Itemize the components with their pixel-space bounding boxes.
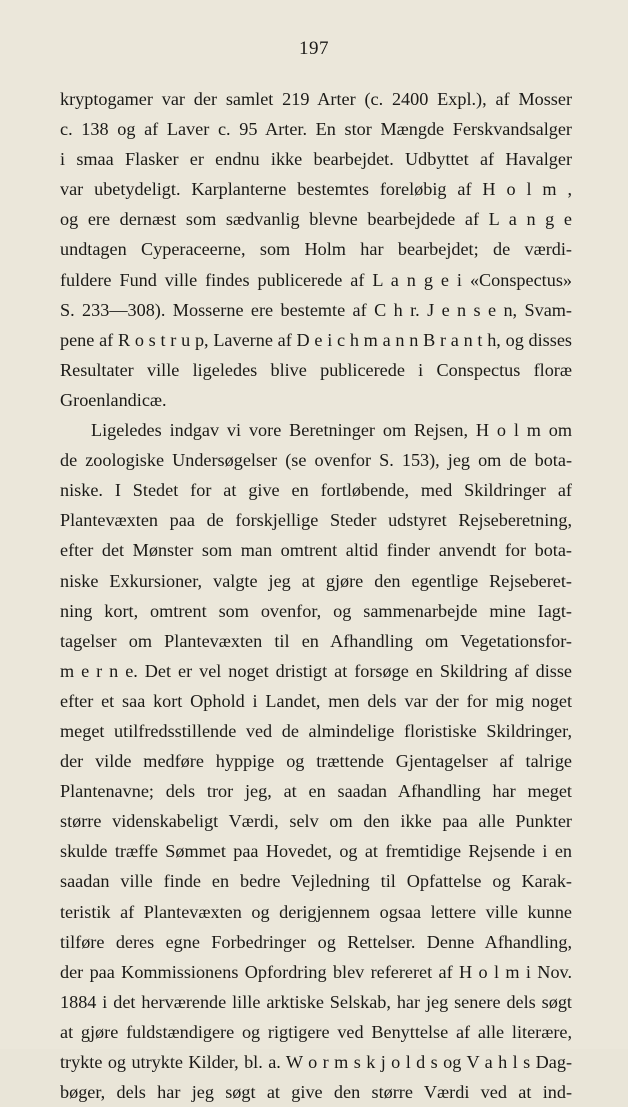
- text-line: efter et saa kort Ophold i Landet, men dels var der for mig noget: [60, 690, 572, 711]
- text-line: saadan ville finde en bedre Vejledning til Opfattelse og Karak-: [60, 871, 572, 892]
- text-line: ning kort, omtrent som ovenfor, og sammenarbejde mine Iagt-: [60, 600, 572, 621]
- text-line: større videnskabeligt Værdi, selv om den ikke paa alle Punkter: [60, 811, 572, 832]
- text-line: niske. I Stedet for at give en fortløbende, med Skildringer af: [60, 480, 572, 501]
- text-line: S. 233—308). Mosserne ere bestemte af C h r. J e n s e n, Svam-: [60, 299, 572, 320]
- text-line: Resultater ville ligeledes blive publicerede i Conspectus floræ: [60, 359, 572, 380]
- body-text: [60, 84, 572, 1107]
- text-line: Plantenavne; dels tror jeg, at en saadan Afhandling har meget: [60, 781, 572, 802]
- text-line: pene af R o s t r u p, Laverne af D e i c h m a n n B r a n t h, og disses: [60, 329, 572, 350]
- text-line: niske Exkursioner, valgte jeg at gjøre den egentlige Rejseberet-: [60, 570, 572, 591]
- text-line: meget utilfredsstillende ved de almindelige floristiske Skildringer,: [60, 720, 572, 741]
- text-line: trykte og utrykte Kilder, bl. a. W o r m s k j o l d s og V a h l s Dag-: [60, 1052, 572, 1072]
- text-line: i smaa Flasker er endnu ikke bearbejdet. Udbyttet af Havalger: [60, 149, 572, 170]
- text-line: de zoologiske Undersøgelser (se ovenfor S. 153), jeg om de bota-: [60, 450, 572, 471]
- text-line: og ere dernæst som sædvanlig blevne bearbejdede af L a n g e: [60, 209, 572, 230]
- text-line: kryptogamer var der samlet 219 Arter (c. 2400 Expl.), af Mosser: [60, 89, 572, 109]
- text-line: Ligeledes indgav vi vore Beretninger om Rejsen, H o l m om: [91, 420, 572, 441]
- page-number: 197: [299, 38, 329, 59]
- text-line: der vilde medføre hyppige og trættende Gjentagelser af talrige: [60, 751, 572, 772]
- text-line: c. 138 og af Laver c. 95 Arter. En stor Mængde Ferskvandsalger: [60, 119, 572, 140]
- text-line: m e r n e. Det er vel noget dristigt at forsøge en Skildring af disse: [60, 660, 572, 681]
- text-line: at gjøre fuldstændigere og rigtigere ved Benyttelse af alle literære,: [60, 1021, 572, 1042]
- text-line: fuldere Fund ville findes publicerede af L a n g e i «Conspectus»: [60, 269, 572, 290]
- text-line: teristik af Plantevæxten og derigjennem ogsaa lettere ville kunne: [60, 901, 572, 922]
- text-line: Groenlandicæ.: [60, 389, 167, 410]
- text-line: tilføre deres egne Forbedringer og Rettelser. Denne Afhandling,: [60, 931, 572, 952]
- text-line: der paa Kommissionens Opfordring blev refereret af H o l m i Nov.: [60, 961, 572, 982]
- text-line: undtagen Cyperaceerne, som Holm har bearbejdet; de værdi-: [60, 239, 572, 260]
- text-line: tagelser om Plantevæxten til en Afhandling om Vegetationsfor-: [60, 630, 572, 651]
- text-line: var ubetydeligt. Karplanterne bestemtes foreløbig af H o l m ,: [60, 179, 572, 200]
- text-line: efter det Mønster som man omtrent altid finder anvendt for bota-: [60, 540, 572, 561]
- text-line: Plantevæxten paa de forskjellige Steder udstyret Rejseberetning,: [60, 510, 572, 531]
- text-line: 1884 i det herværende lille arktiske Selskab, har jeg senere dels søgt: [60, 991, 572, 1012]
- text-line: skulde træffe Sømmet paa Hovedet, og at fremtidige Rejsende i en: [60, 841, 572, 862]
- text-line: bøger, dels har jeg søgt at give den større Værdi ved at ind-: [60, 1082, 572, 1103]
